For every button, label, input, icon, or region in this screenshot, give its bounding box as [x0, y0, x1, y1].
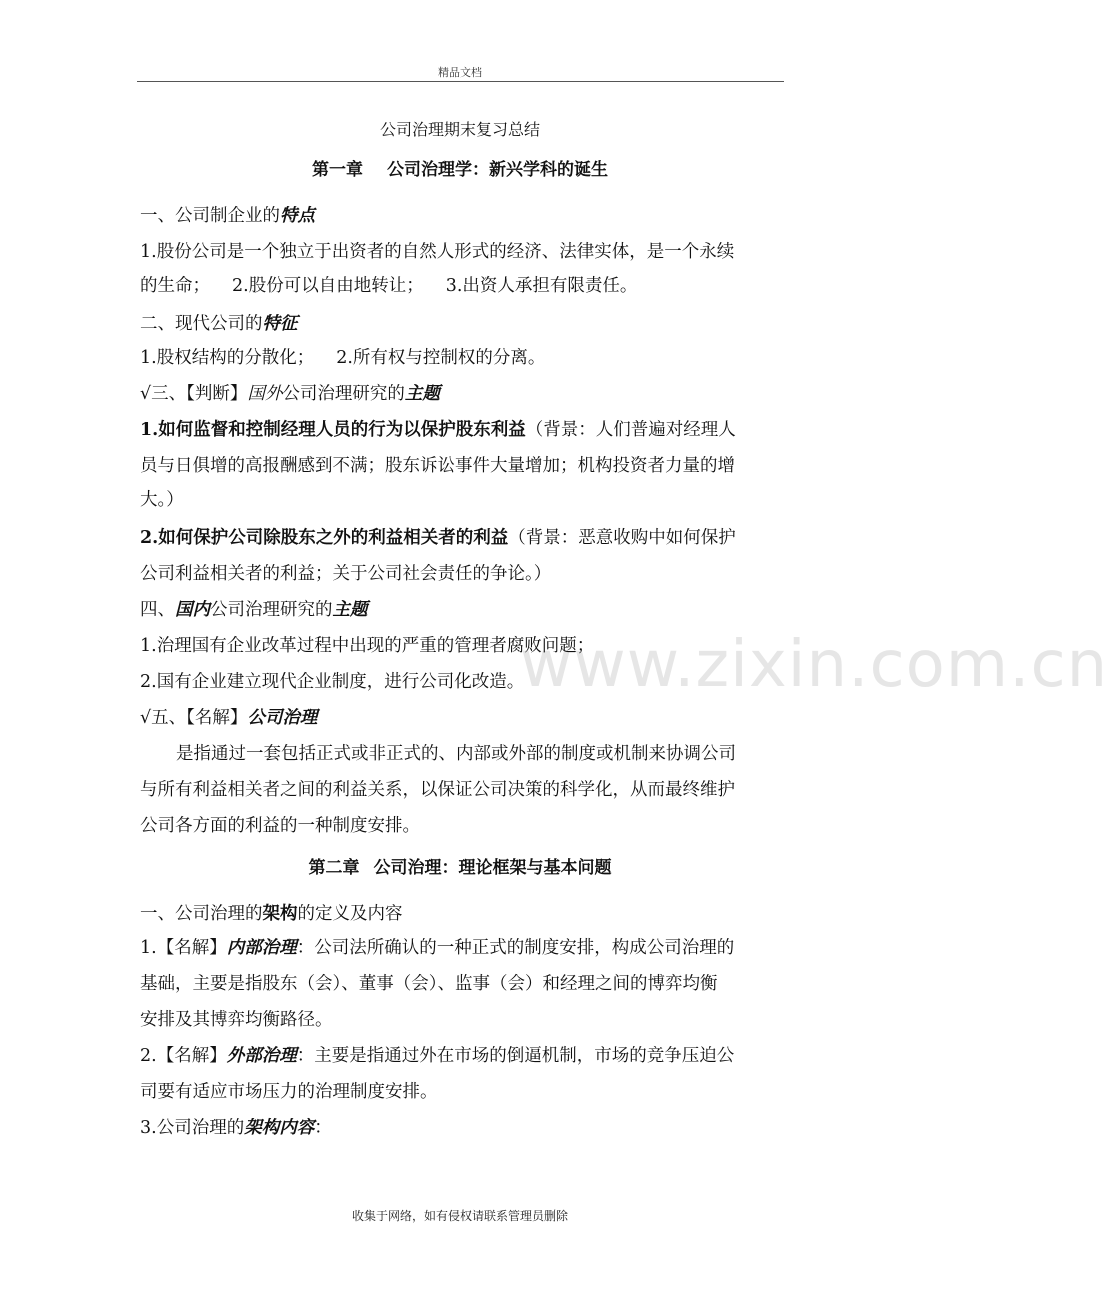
- text-span: 的定义及内容: [297, 904, 403, 924]
- section-keyword: 公司治理: [247, 708, 318, 728]
- ch1-s4-line-1: 1.治理国有企业改革过程中出现的严重的管理者腐败问题；: [140, 636, 595, 656]
- text-span: 的生命；: [140, 276, 210, 296]
- text-span: 3.出资人承担有限责任。: [445, 276, 638, 296]
- ch1-s3-p1-line-3: 大。）: [140, 490, 184, 510]
- ch2-item-1-line-3: 安排及其博弈均衡路径。: [140, 1010, 333, 1030]
- section-keyword: 国内: [175, 600, 210, 620]
- text-span: （背景：恶意收购中如何保护: [508, 528, 736, 548]
- section-prefix: 四、: [140, 600, 175, 620]
- ch1-s5-line-3: 公司各方面的利益的一种制度安排。: [140, 816, 420, 836]
- text-span: 公司治理研究的: [210, 600, 333, 620]
- text-span: 2.所有权与控制权的分离。: [336, 348, 546, 368]
- section-keyword: 主题: [332, 600, 368, 620]
- header-divider: [137, 81, 784, 82]
- ch1-s1-line-1: 1.股份公司是一个独立于出资者的自然人形式的经济、法律实体，是一个永续: [140, 242, 735, 262]
- ch1-section-5-heading: [140, 706, 780, 730]
- section-prefix: √三、【判断】: [140, 384, 248, 404]
- ch2-item-3-line-1: [140, 1116, 780, 1140]
- ch1-s5-line-2: 与所有利益相关者之间的利益关系，以保证公司决策的科学化，从而最终维护: [140, 780, 735, 800]
- text-span: 1.【名解】: [140, 938, 227, 958]
- chapter-1-heading: [140, 158, 780, 182]
- ch2-item-2-line-1: [140, 1044, 780, 1068]
- text-span: 3.公司治理的: [140, 1118, 245, 1138]
- ch1-section-1-heading: [140, 204, 780, 228]
- ch1-s3-p2-line-1: [140, 526, 780, 550]
- ch1-section-3-heading: [140, 382, 780, 406]
- ch2-section-1-heading: [140, 902, 780, 926]
- section-keyword: 特点: [280, 206, 315, 226]
- ch1-s5-line-1: 是指通过一套包括正式或非正式的、内部或外部的制度或机制来协调公司: [176, 744, 736, 764]
- section-keyword: 主题: [404, 384, 440, 404]
- ch1-section-4-heading: [140, 598, 780, 622]
- chapter-1-title: 公司治理学：新兴学科的诞生: [387, 160, 608, 180]
- ch1-s4-line-2: 2.国有企业建立现代企业制度，进行公司化改造。: [140, 672, 525, 692]
- bold-text: 1.如何监督和控制经理人员的行为以保护股东利益: [140, 420, 526, 440]
- chapter-2-title: 公司治理：理论框架与基本问题: [373, 858, 612, 878]
- text-span: ：主要是指通过外在市场的倒逼机制，市场的竞争压迫公: [296, 1046, 735, 1066]
- text-span: 2.【名解】: [140, 1046, 227, 1066]
- chapter-1-label: 第一章: [312, 160, 363, 180]
- term-keyword: 内部治理: [226, 938, 297, 958]
- ch1-s3-p1-line-2: 员与日俱增的高报酬感到不满；股东诉讼事件大量增加；机构投资者力量的增: [140, 456, 735, 476]
- text-span: 1.股权结构的分散化；: [140, 348, 315, 368]
- text-span: ：公司法所确认的一种正式的制度安排，构成公司治理的: [296, 938, 735, 958]
- document-title: 公司治理期末复习总结: [379, 120, 540, 139]
- term-keyword: 外部治理: [226, 1046, 297, 1066]
- section-keyword: 架构: [262, 904, 298, 924]
- text-span: （背景：人们普遍对经理人: [525, 420, 736, 440]
- section-prefix: 一、公司治理的: [140, 904, 263, 924]
- watermark: www.zixin.com.cn: [520, 628, 1108, 702]
- text-span: ：: [314, 1118, 332, 1138]
- term-keyword: 架构内容: [244, 1118, 315, 1138]
- ch1-section-2-heading: [140, 312, 780, 336]
- section-prefix: 二、现代公司的: [140, 314, 263, 334]
- ch2-item-1-line-2: 基础，主要是指股东（会）、董事（会）、监事（会）和经理之间的博弈均衡: [140, 974, 718, 994]
- page-footer: 收集于网络，如有侵权请联系管理员删除: [351, 1209, 568, 1223]
- chapter-2-heading: [140, 856, 780, 880]
- section-keyword: 特征: [262, 314, 298, 334]
- ch2-item-2-line-2: 司要有适应市场压力的治理制度安排。: [140, 1082, 438, 1102]
- section-prefix: √五、【名解】: [140, 708, 248, 728]
- bold-text: 2.如何保护公司除股东之外的利益相关者的利益: [140, 528, 509, 548]
- ch1-s3-p1-line-1: [140, 418, 780, 442]
- page-header: 精品文档: [438, 66, 482, 79]
- text-span: 公司治理研究的: [282, 384, 405, 404]
- ch2-item-1-line-1: [140, 936, 780, 960]
- text-span: 2.股份可以自由地转让；: [232, 276, 424, 296]
- section-keyword: 国外: [247, 384, 283, 404]
- section-prefix: 一、公司制企业的: [140, 206, 280, 226]
- chapter-2-label: 第二章: [308, 858, 360, 878]
- ch1-s2-line-1: [140, 346, 780, 370]
- ch1-s3-p2-line-2: 公司利益相关者的利益；关于公司社会责任的争论。）: [140, 564, 552, 584]
- ch1-s1-line-2: [140, 274, 780, 298]
